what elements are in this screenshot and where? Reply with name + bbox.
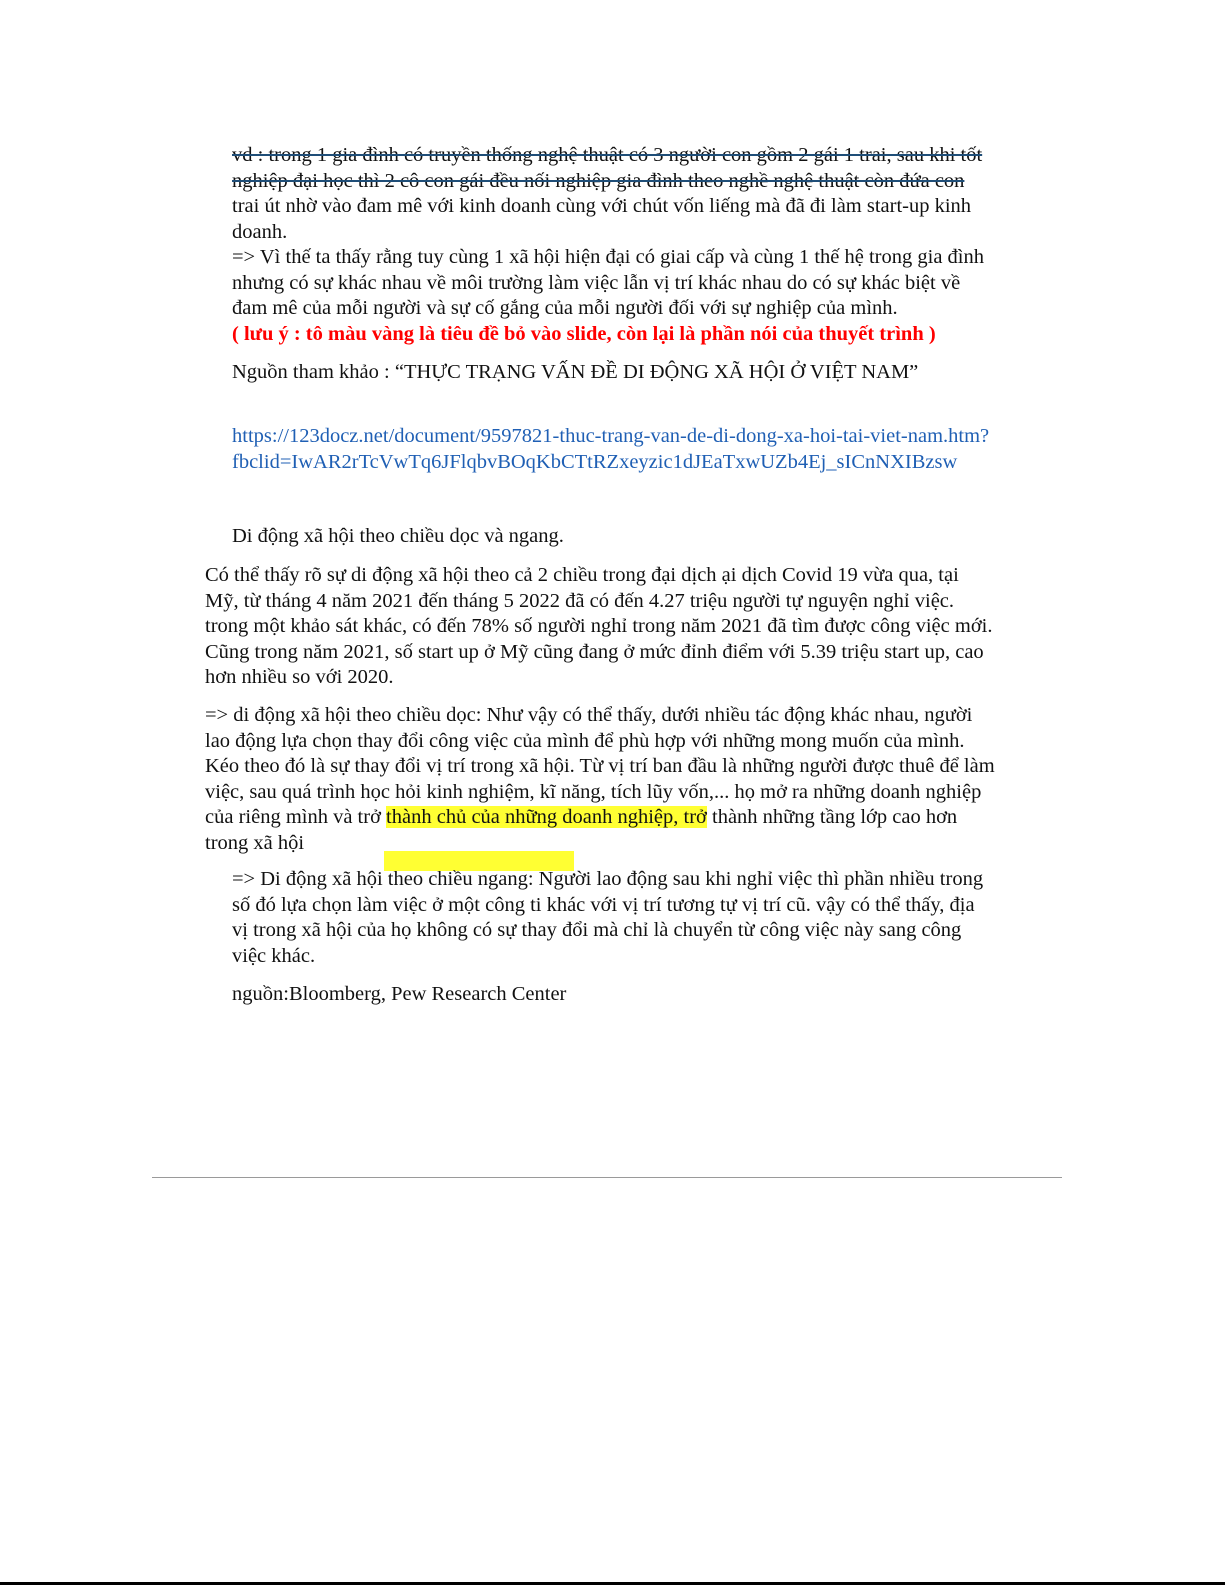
conclusion-paragraph	[232, 245, 1022, 322]
example-line-2: nghiệp đại học thì 2 cô con gái đều nối nghiệp gia đình theo nghề nghệ thuật còn đứa con	[232, 169, 965, 192]
page-divider	[152, 1177, 1062, 1178]
section-title	[232, 524, 1022, 550]
conclusion-line-3: đam mê của mỗi người và sự cố gắng của mỗi người đối với sự nghiệp của mình.	[232, 297, 898, 319]
section-title-line: Di động xã hội theo chiều dọc và ngang.	[232, 525, 564, 547]
source-text	[232, 982, 1022, 1008]
horizontal-line-1: => Di động xã hội theo chiều ngang: Người lao động sau khi nghỉ việc thì phần nhiều trong	[232, 868, 984, 890]
example-line-3: trai út nhờ vào đam mê với kinh doanh cùng với chút vốn liếng mà đã đi làm start-up kinh	[232, 195, 972, 217]
link-line-1[interactable]: https://123docz.net/document/9597821-thuc-trang-van-de-di-dong-xa-hoi-tai-viet-nam.htm?	[232, 425, 990, 447]
example-paragraph	[232, 143, 1022, 245]
vertical-line-5-after: thành những tầng lớp cao hơn	[706, 806, 958, 828]
example-line-4: doanh.	[232, 220, 288, 243]
vertical-line-5-before: của riêng mình và trở	[205, 806, 387, 828]
covid-line-3: trong một khảo sát khác, có đến 78% số người nghỉ trong năm 2021 đã tìm được công việc mới.	[205, 615, 993, 637]
vertical-line-5	[205, 805, 1025, 831]
link-line-2[interactable]: fbclid=IwAR2rTcVwTq6JFlqbvBOqKbCTtRZxeyzic1dJEaTxwUZb4Ej_sICnNXIBzsw	[232, 450, 958, 473]
horizontal-paragraph	[232, 867, 1022, 969]
covid-line-4: Cũng trong năm 2021, số start up ở Mỹ cũng đang ở mức đỉnh điểm với 5.39 triệu start up, cao	[205, 640, 984, 663]
vertical-line-6: trong xã hội	[205, 831, 305, 854]
highlighted-text: thành chủ của những doanh nghiệp, trở	[386, 806, 707, 828]
source-line: nguồn:Bloomberg, Pew Research Center	[232, 983, 567, 1005]
covid-line-5: hơn nhiều so với 2020.	[205, 666, 394, 688]
vertical-line-2: lao động lựa chọn thay đổi công việc của mình để phù hợp với những mong muốn của mình.	[205, 729, 965, 752]
note-text	[232, 322, 1022, 348]
vertical-line-1: => di động xã hội theo chiều dọc: Như vậy có thể thấy, dưới nhiều tác động khác nhau, người	[205, 704, 973, 726]
horizontal-line-3: vị trong xã hội của họ không có sự thay đổi mà chỉ là chuyển từ công việc này sang công	[232, 919, 962, 941]
conclusion-line-1: => Vì thế ta thấy rằng tuy cùng 1 xã hội hiện đại có giai cấp và cùng 1 thế hệ trong gia đình	[232, 246, 985, 268]
vertical-line-4: việc, sau quá trình học hỏi kinh nghiệm, kĩ năng, tích lũy vốn,... họ mở ra những doanh nghiệp	[205, 780, 982, 803]
horizontal-line-2: số đó lựa chọn làm việc ở một công ti khác với vị trí tương tự vị trí cũ. vậy có thể thấy, địa	[232, 893, 975, 916]
horizontal-line-4: việc khác.	[232, 944, 316, 967]
note-line: ( lưu ý : tô màu vàng là tiêu đề bỏ vào slide, còn lại là phần nói của thuyết trình )	[232, 323, 936, 345]
vertical-paragraph	[205, 703, 1025, 856]
conclusion-line-2: nhưng có sự khác nhau về môi trường làm việc lẫn vị trí khác nhau do có sự khác biệt về	[232, 271, 961, 294]
covid-paragraph	[205, 563, 1025, 691]
reference-link[interactable]	[232, 424, 1022, 475]
example-line-1: vd : trong 1 gia đình có truyền thống nghệ thuật có 3 người con gồm 2 gái 1 trai, sau khi tốt	[232, 144, 983, 166]
reference-text	[232, 360, 1022, 386]
vertical-line-3: Kéo theo đó là sự thay đổi vị trí trong xã hội. Từ vị trí ban đầu là những người được thuê để làm	[205, 755, 995, 777]
covid-line-2: Mỹ, từ tháng 4 năm 2021 đến tháng 5 2022 đã có đến 4.27 triệu người tự nguyện nghỉ việc.	[205, 589, 955, 612]
reference-line: Nguồn tham khảo : “THỰC TRẠNG VẤN ĐỀ DI ĐỘNG XÃ HỘI Ở VIỆT NAM”	[232, 361, 919, 383]
covid-line-1: Có thể thấy rõ sự di động xã hội theo cả 2 chiều trong đại dịch ại dịch Covid 19 vừa qua, tại	[205, 564, 959, 586]
